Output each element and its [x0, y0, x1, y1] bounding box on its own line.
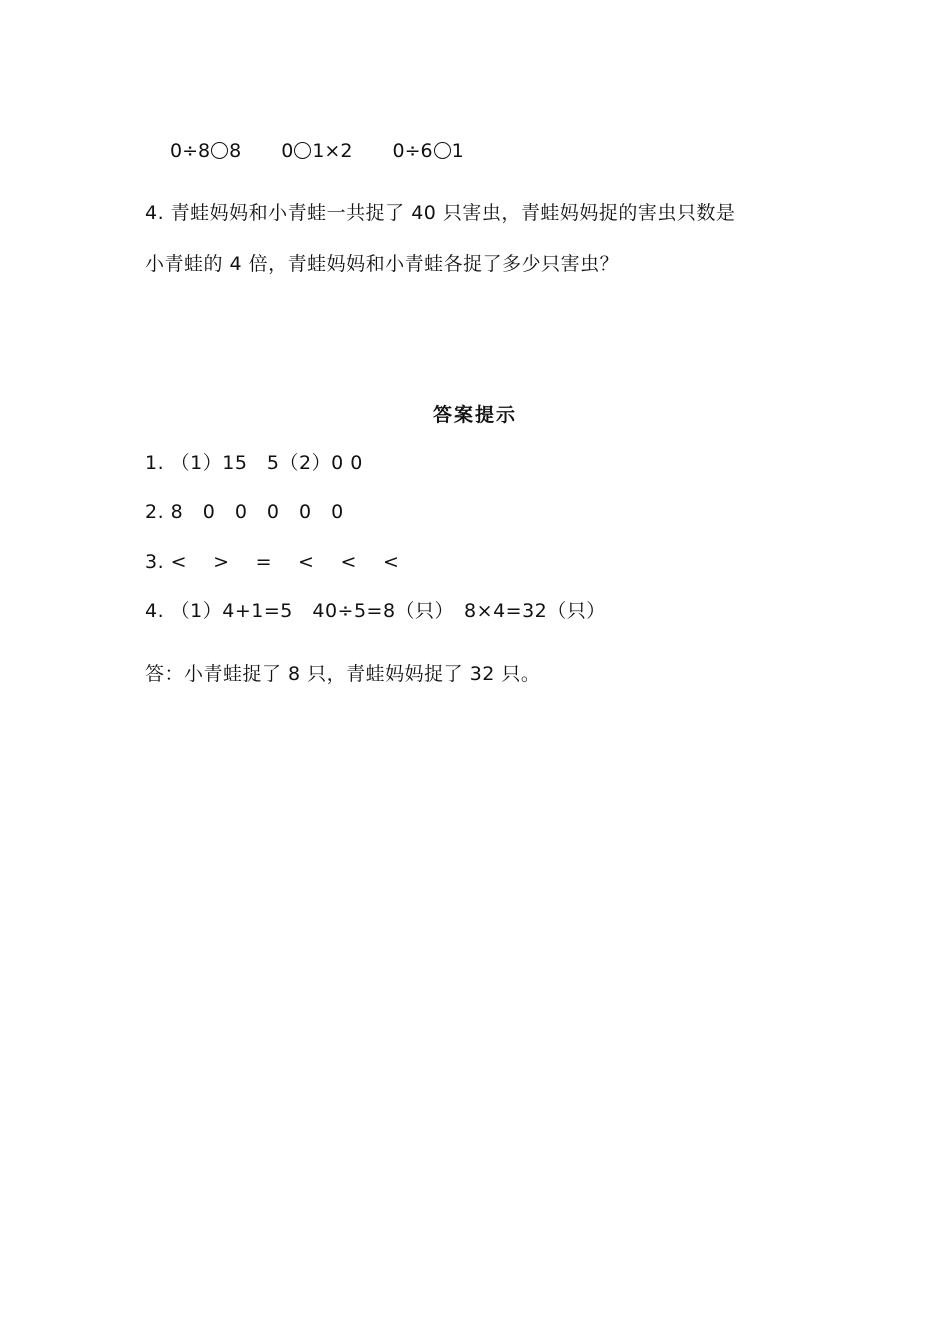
- comparison-right: 8: [229, 140, 242, 162]
- question-4-line-2: 小青蛙的 4 倍，青蛙妈妈和小青蛙各捉了多少只害虫？: [145, 253, 620, 275]
- question-4-line-1: 4. 青蛙妈妈和小青蛙一共捉了 40 只害虫，青蛙妈妈捉的害虫只数是: [145, 202, 736, 224]
- comparison-item: [170, 138, 241, 164]
- blank-circle-icon: [294, 142, 311, 159]
- blank-circle-icon: [434, 142, 451, 159]
- comparison-item: [281, 138, 352, 164]
- answer-final: 答：小青蛙捉了 8 只，青蛙妈妈捉了 32 只。: [145, 663, 541, 685]
- answer-section-title: 答案提示: [432, 404, 517, 426]
- blank-circle-icon: [211, 142, 228, 159]
- answer-2: 2. 8 0 0 0 0 0: [145, 501, 344, 523]
- comparison-left: 0÷6: [392, 140, 433, 162]
- answer-1: 1. （1）15 5（2）0 0: [145, 452, 363, 474]
- comparison-exercises: [170, 138, 498, 164]
- answer-3: 3. < > = < < <: [145, 551, 400, 573]
- answer-4: 4. （1）4+1=5 40÷5=8（只） 8×4=32（只）: [145, 600, 606, 622]
- comparison-left: 0÷8: [170, 140, 211, 162]
- comparison-item: [393, 138, 464, 164]
- comparison-right: 1: [451, 140, 464, 162]
- comparison-right: 1×2: [312, 140, 353, 162]
- comparison-left: 0: [281, 140, 294, 162]
